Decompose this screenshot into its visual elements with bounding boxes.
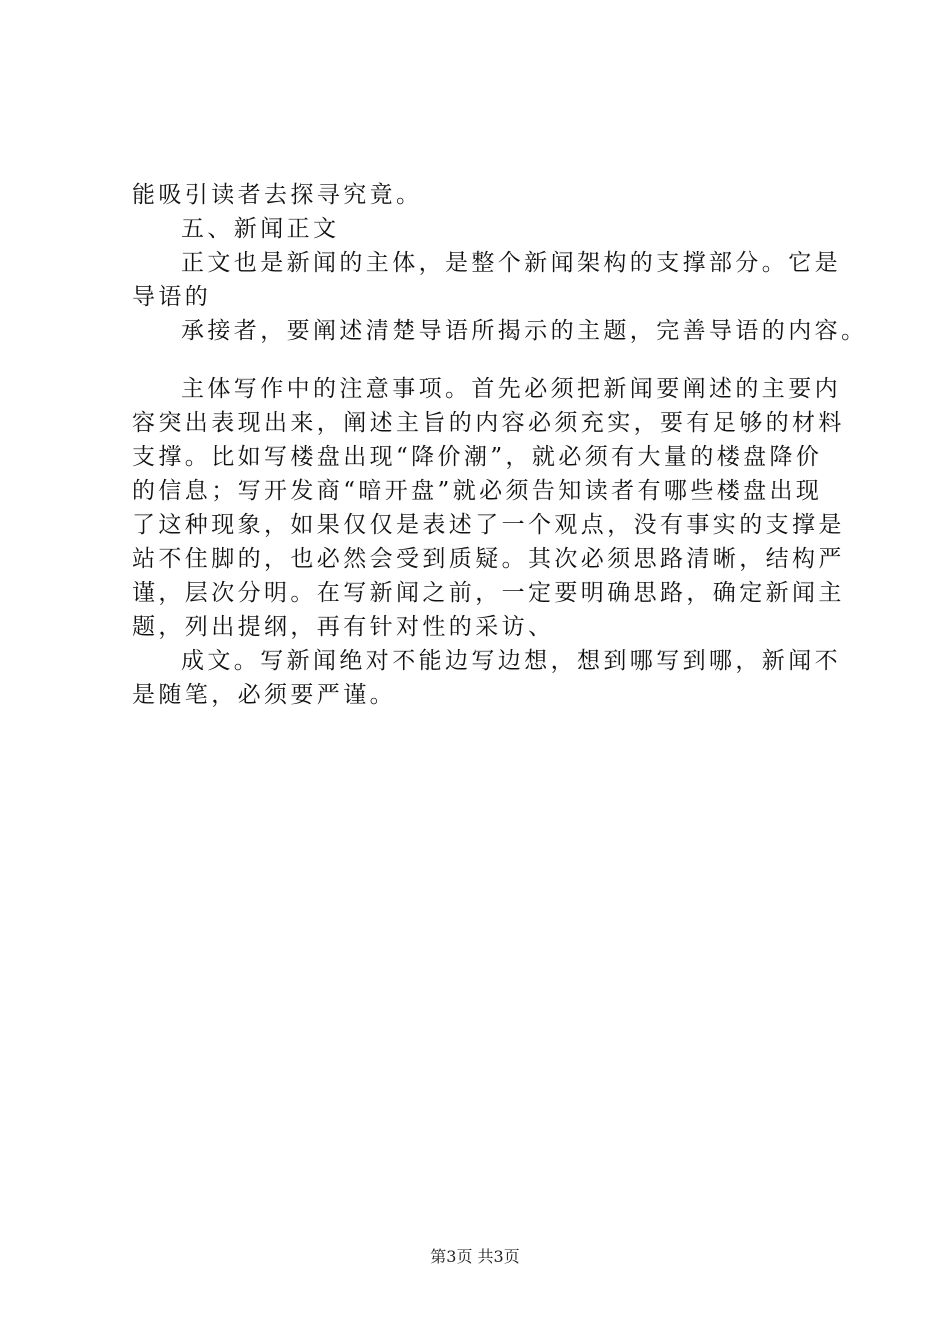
page-number-footer: 第3页 共3页 (430, 1247, 520, 1266)
text-line: 支撑。比如写楼盘出现“降价潮”，就必须有大量的楼盘降价 (132, 444, 823, 470)
text-line: 主体写作中的注意事项。首先必须把新闻要阐述的主要内 (181, 376, 841, 402)
text-line: 能吸引读者去探寻究竟。 (132, 182, 423, 208)
text-line: 成文。写新闻绝对不能边写边想，想到哪写到哪，新闻不 (181, 648, 841, 674)
text-line: 题，列出提纲，再有针对性的采访、 (132, 614, 555, 640)
text-line: 导语的 (132, 284, 212, 310)
text-line: 了这种现象，如果仅仅是表述了一个观点，没有事实的支撑是 (132, 512, 845, 538)
text-line: 承接者，要阐述清楚导语所揭示的主题，完善导语的内容。 (181, 318, 868, 344)
text-line: 正文也是新闻的主体，是整个新闻架构的支撑部分。它是 (181, 250, 841, 276)
text-line: 容突出表现出来，阐述主旨的内容必须充实，要有足够的材料 (132, 410, 845, 436)
section-heading: 五、新闻正文 (181, 216, 340, 242)
text-line: 站不住脚的，也必然会受到质疑。其次必须思路清晰，结构严 (132, 546, 845, 572)
text-line: 是随笔，必须要严谨。 (132, 682, 396, 708)
text-line: 的信息；写开发商“暗开盘”就必须告知读者有哪些楼盘出现 (132, 478, 823, 504)
text-line: 谨，层次分明。在写新闻之前，一定要明确思路，确定新闻主 (132, 580, 845, 606)
